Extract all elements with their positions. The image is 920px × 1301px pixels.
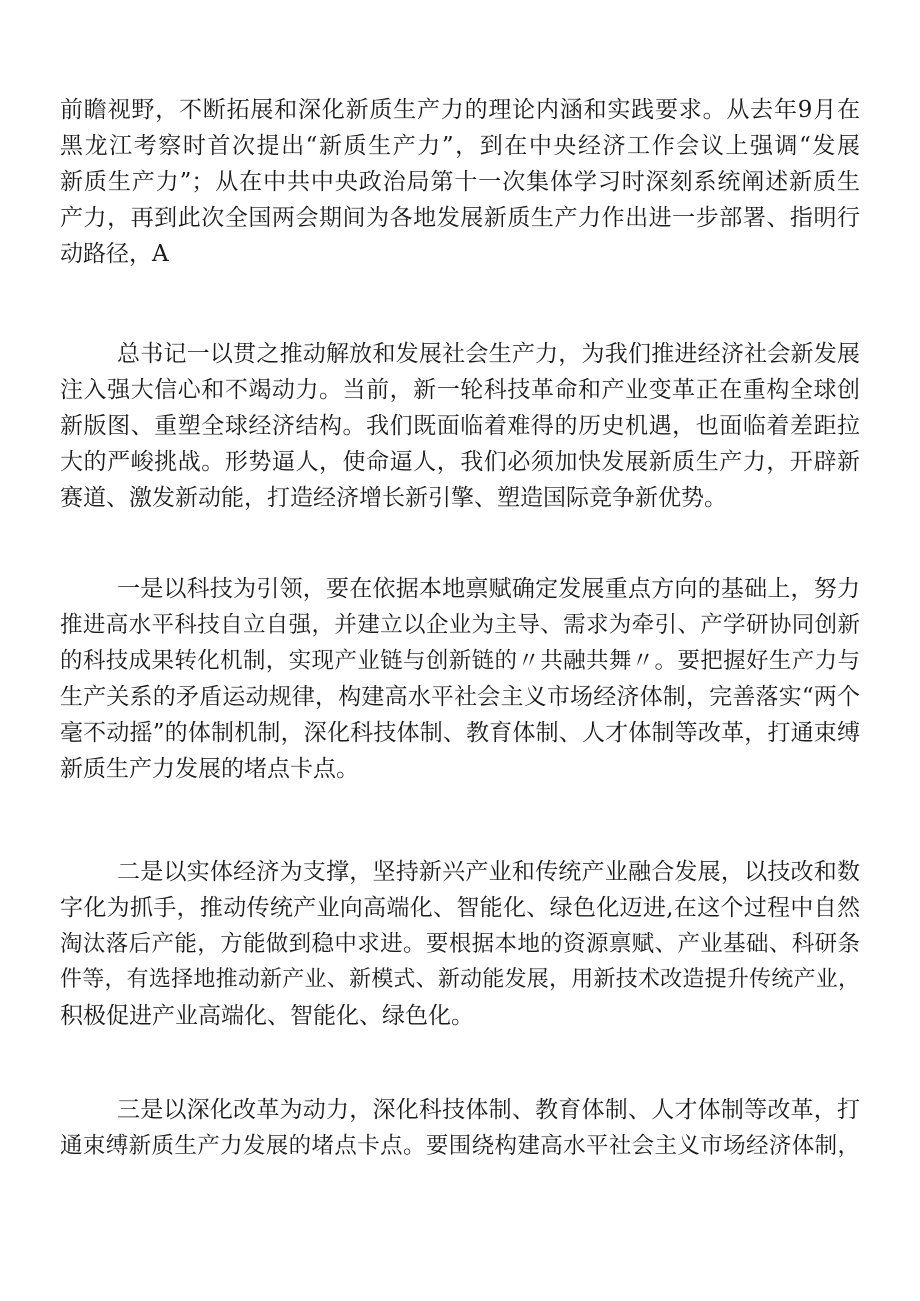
paragraph-line: 注入强大信心和不竭动力。当前，新一轮科技革命和产业变革正在重构全球创 (60, 377, 860, 403)
paragraph-line: 大的严峻挑战。形势逼人，使命逼人，我们必须加快发展新质生产力，开辟新 (60, 449, 860, 475)
paragraph-line: 新质生产力”；从在中共中央政治局第十一次集体学习时深刻系统阐述新质生 (60, 169, 860, 195)
paragraph-line: 赛道、激发新动能，打造经济增长新引擎、塑造国际竞争新优势。 (60, 485, 727, 511)
paragraph-line: 通束缚新质生产力发展的堵点卡点。要围绕构建高水平社会主义市场经济体制， (60, 1133, 860, 1159)
paragraph-line: 总书记一以贯之推动解放和发展社会生产力，为我们推进经济社会新发展 (117, 341, 860, 367)
paragraph-line: 产力，再到此次全国两会期间为各地发展新质生产力作出进一步部署、指明行 (60, 205, 860, 231)
paragraph-line: 的科技成果转化机制，实现产业链与创新链的〃共融共舞〃。要把握好生产力与 (60, 648, 860, 674)
paragraph-1 (60, 92, 860, 272)
paragraph-line: 字化为抓手，推动传统产业向高端化、智能化、绿色化迈进,在这个过程中自然 (60, 895, 860, 921)
paragraph-3 (60, 571, 860, 787)
paragraph-line: 一是以科技为引领，要在依据本地禀赋确定发展重点方向的基础上，努力 (117, 576, 860, 602)
paragraph-line: 生产关系的矛盾运动规律，构建高水平社会主义市场经济体制，完善落实“两个 (60, 684, 860, 710)
paragraph-line: 淘汰落后产能，方能做到稳中求进。要根据本地的资源禀赋、产业基础、科研条 (60, 931, 860, 957)
paragraph-line: 新质生产力发展的堵点卡点。 (60, 756, 359, 782)
paragraph-line: 前瞻视野，不断拓展和深化新质生产力的理论内涵和实践要求。从去年9月在 (60, 97, 860, 123)
paragraph-2 (60, 336, 860, 516)
paragraph-line: 件等，有选择地推动新产业、新模式、新动能发展，用新技术改造提升传统产业， (60, 967, 860, 992)
paragraph-line: 积极促进产业高端化、智能化、绿色化。 (60, 1003, 474, 1029)
paragraph-line: 毫不动摇”的体制机制，深化科技体制、教育体制、人才体制等改革，打通束缚 (60, 720, 860, 746)
paragraph-line: 黑龙江考察时首次提出“新质生产力”，到在中央经济工作会议上强调“发展 (60, 133, 860, 159)
paragraph-line: 推进高水平科技自立自强，并建立以企业为主导、需求为牵引、产学研协同创新 (60, 612, 860, 638)
paragraph-line: 新版图、重塑全球经济结构。我们既面临着难得的历史机遇，也面临着差距拉 (60, 413, 860, 439)
paragraph-4 (60, 854, 860, 1034)
paragraph-5 (60, 1092, 860, 1164)
paragraph-line: 动路径，A (60, 241, 169, 267)
paragraph-line: 三是以深化改革为动力，深化科技体制、教育体制、人才体制等改革，打 (117, 1097, 860, 1123)
paragraph-line: 二是以实体经济为支撑，坚持新兴产业和传统产业融合发展，以技改和数 (117, 859, 860, 885)
